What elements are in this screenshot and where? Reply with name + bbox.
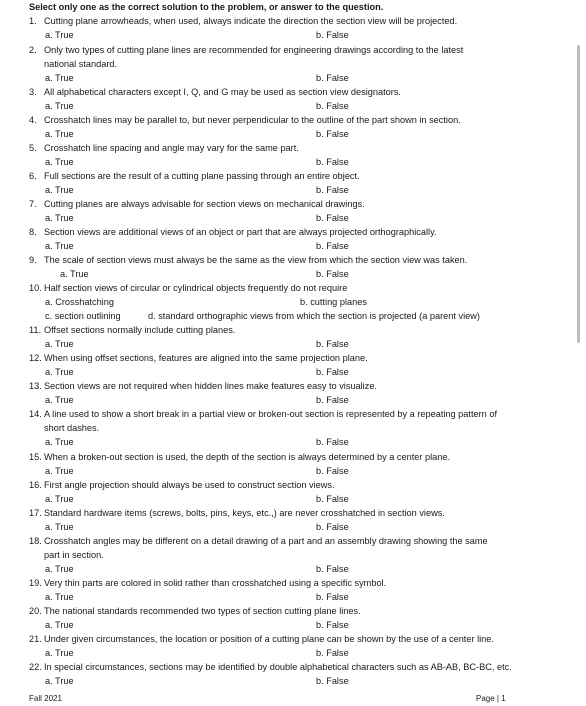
- answer-options: [0, 155, 586, 169]
- question-number: 17.: [29, 508, 42, 518]
- option-c[interactable]: c. section outlining: [45, 311, 121, 321]
- option-b[interactable]: b. False: [316, 494, 349, 504]
- option-b[interactable]: b. False: [316, 648, 349, 658]
- question-text: Cutting plane arrowheads, when used, always indicate the direction the section view will be projected.: [44, 16, 458, 26]
- option-b[interactable]: b. False: [316, 101, 349, 111]
- question-number: 10.: [29, 283, 42, 293]
- option-a[interactable]: a. True: [45, 30, 74, 40]
- question-text: A line used to show a short break in a partial view or broken-out section is represented by a repeating pattern of: [44, 409, 497, 419]
- answer-options: [0, 295, 586, 309]
- footer-term: Fall 2021: [29, 694, 62, 703]
- question-text: Crosshatch angles may be different on a detail drawing of a part and an assembly drawing showing the same: [44, 536, 488, 546]
- question-text: Full sections are the result of a cutting plane passing through an entire object.: [44, 171, 360, 181]
- footer-page-number: Page | 1: [476, 694, 506, 703]
- question-20: [29, 604, 574, 618]
- question-5: [29, 141, 574, 155]
- question-text: Half section views of circular or cylindrical objects frequently do not require: [44, 283, 348, 293]
- question-text-continued: part in section.: [44, 550, 104, 560]
- question-text: All alphabetical characters except I, Q, and G may be used as section view designators.: [44, 87, 401, 97]
- question-11: [29, 323, 574, 337]
- option-a[interactable]: a. True: [45, 494, 74, 504]
- question-text: Section views are not required when hidden lines make features easy to visualize.: [44, 381, 377, 391]
- instructions: Select only one as the correct solution to the problem, or answer to the question.: [29, 2, 384, 12]
- question-text-continued: national standard.: [44, 59, 118, 69]
- answer-options: [0, 590, 586, 604]
- option-a[interactable]: a. True: [45, 522, 74, 532]
- answer-options: [0, 127, 586, 141]
- question-number: 4.: [29, 115, 37, 125]
- answer-options: [0, 492, 586, 506]
- question-number: 19.: [29, 578, 42, 588]
- question-number: 11.: [29, 325, 42, 335]
- option-a[interactable]: a. True: [45, 564, 74, 574]
- question-7: [29, 197, 574, 211]
- option-a[interactable]: a. True: [45, 157, 74, 167]
- question-9: [29, 253, 574, 267]
- option-b[interactable]: b. False: [316, 620, 349, 630]
- answer-options: [0, 267, 586, 281]
- answer-options: [0, 239, 586, 253]
- option-a[interactable]: a. True: [45, 185, 74, 195]
- answer-options: [0, 674, 586, 688]
- question-21: [29, 632, 574, 646]
- question-number: 1.: [29, 16, 37, 26]
- question-number: 15.: [29, 452, 42, 462]
- question-3: [29, 85, 574, 99]
- option-b[interactable]: b. False: [316, 522, 349, 532]
- option-b[interactable]: b. False: [316, 339, 349, 349]
- question-number: 21.: [29, 634, 42, 644]
- option-a[interactable]: a. True: [45, 620, 74, 630]
- question-13: [29, 379, 574, 393]
- answer-options: [0, 618, 586, 632]
- question-text: Crosshatch lines may be parallel to, but never perpendicular to the outline of the part shown in section.: [44, 115, 461, 125]
- option-a[interactable]: a. True: [45, 339, 74, 349]
- option-b[interactable]: b. False: [316, 466, 349, 476]
- question-text: Crosshatch line spacing and angle may vary for the same part.: [44, 143, 299, 153]
- option-b[interactable]: b. False: [316, 241, 349, 251]
- question-text: First angle projection should always be used to construct section views.: [44, 480, 335, 490]
- option-b[interactable]: b. False: [316, 185, 349, 195]
- question-text: Cutting planes are always advisable for section views on mechanical drawings.: [44, 199, 365, 209]
- question-8: [29, 225, 574, 239]
- question-number: 22.: [29, 662, 42, 672]
- option-a[interactable]: a. True: [45, 367, 74, 377]
- answer-options: [0, 211, 586, 225]
- option-b[interactable]: b. False: [316, 367, 349, 377]
- question-text: In special circumstances, sections may be identified by double alphabetical characters such as AB-AB, BC-BC, etc.: [44, 662, 512, 672]
- question-18: [29, 534, 574, 562]
- question-text: Offset sections normally include cutting planes.: [44, 325, 236, 335]
- question-22: [29, 660, 574, 674]
- question-number: 9.: [29, 255, 37, 265]
- question-text: Only two types of cutting plane lines are recommended for engineering drawings according to the latest: [44, 45, 464, 55]
- answer-options: [0, 562, 586, 576]
- answer-options: [0, 71, 586, 85]
- question-1: [29, 14, 574, 28]
- option-a[interactable]: a. True: [45, 592, 74, 602]
- question-number: 7.: [29, 199, 37, 209]
- option-a[interactable]: a. True: [45, 73, 74, 83]
- option-a[interactable]: a. True: [45, 466, 74, 476]
- option-a[interactable]: a. True: [45, 101, 74, 111]
- question-12: [29, 351, 574, 365]
- answer-options: [0, 393, 586, 407]
- scrollbar[interactable]: [577, 45, 580, 343]
- question-number: 18.: [29, 536, 42, 546]
- question-2: [29, 43, 574, 71]
- answer-options: [0, 337, 586, 351]
- option-b[interactable]: b. False: [316, 437, 349, 447]
- answer-options: [0, 309, 586, 323]
- option-b[interactable]: b. False: [316, 213, 349, 223]
- question-text-continued: short dashes.: [44, 423, 100, 433]
- question-text: When a broken-out section is used, the depth of the section is always determined by a center plane.: [44, 452, 451, 462]
- question-10: [29, 281, 574, 295]
- question-number: 12.: [29, 353, 42, 363]
- option-b[interactable]: b. False: [316, 395, 349, 405]
- answer-options: [0, 28, 586, 42]
- option-a[interactable]: a. True: [45, 129, 74, 139]
- option-b[interactable]: b. cutting planes: [300, 297, 367, 307]
- question-16: [29, 478, 574, 492]
- option-d[interactable]: d. standard orthographic views from which the section is projected (a parent view): [148, 311, 480, 321]
- question-number: 5.: [29, 143, 37, 153]
- answer-options: [0, 435, 586, 449]
- question-6: [29, 169, 574, 183]
- option-b[interactable]: b. False: [316, 30, 349, 40]
- question-text: Section views are additional views of an object or part that are always projected orthographically.: [44, 227, 437, 237]
- question-15: [29, 450, 574, 464]
- option-a[interactable]: a. True: [45, 648, 74, 658]
- option-a[interactable]: a. Crosshatching: [45, 297, 114, 307]
- option-b[interactable]: b. False: [316, 73, 349, 83]
- option-a[interactable]: a. True: [45, 437, 74, 447]
- question-number: 8.: [29, 227, 37, 237]
- question-text: The scale of section views must always be the same as the view from which the section view was taken.: [44, 255, 468, 265]
- question-number: 2.: [29, 45, 37, 55]
- question-text: Very thin parts are colored in solid rather than crosshatched using a specific symbol.: [44, 578, 387, 588]
- answer-options: [0, 99, 586, 113]
- question-14: [29, 407, 574, 435]
- question-text: When using offset sections, features are aligned into the same projection plane.: [44, 353, 368, 363]
- option-a[interactable]: a. True: [45, 676, 74, 686]
- answer-options: [0, 464, 586, 478]
- question-4: [29, 113, 574, 127]
- question-number: 14.: [29, 409, 42, 419]
- question-number: 13.: [29, 381, 42, 391]
- question-text: Under given circumstances, the location or position of a cutting plane can be shown by the use of a center line.: [44, 634, 494, 644]
- answer-options: [0, 183, 586, 197]
- answer-options: [0, 520, 586, 534]
- question-number: 6.: [29, 171, 37, 181]
- option-a[interactable]: a. True: [45, 241, 74, 251]
- option-a[interactable]: a. True: [45, 395, 74, 405]
- question-number: 3.: [29, 87, 37, 97]
- answer-options: [0, 365, 586, 379]
- option-b[interactable]: b. False: [316, 157, 349, 167]
- question-text: The national standards recommended two types of section cutting plane lines.: [44, 606, 361, 616]
- answer-options: [0, 646, 586, 660]
- option-b[interactable]: b. False: [316, 129, 349, 139]
- option-b[interactable]: b. False: [316, 592, 349, 602]
- question-text: Standard hardware items (screws, bolts, pins, keys, etc.,) are never crosshatched in section views.: [44, 508, 445, 518]
- option-a[interactable]: a. True: [60, 269, 89, 279]
- question-19: [29, 576, 574, 590]
- option-b[interactable]: b. False: [316, 564, 349, 574]
- question-17: [29, 506, 574, 520]
- option-b[interactable]: b. False: [316, 269, 349, 279]
- question-number: 20.: [29, 606, 42, 616]
- question-number: 16.: [29, 480, 42, 490]
- option-a[interactable]: a. True: [45, 213, 74, 223]
- option-b[interactable]: b. False: [316, 676, 349, 686]
